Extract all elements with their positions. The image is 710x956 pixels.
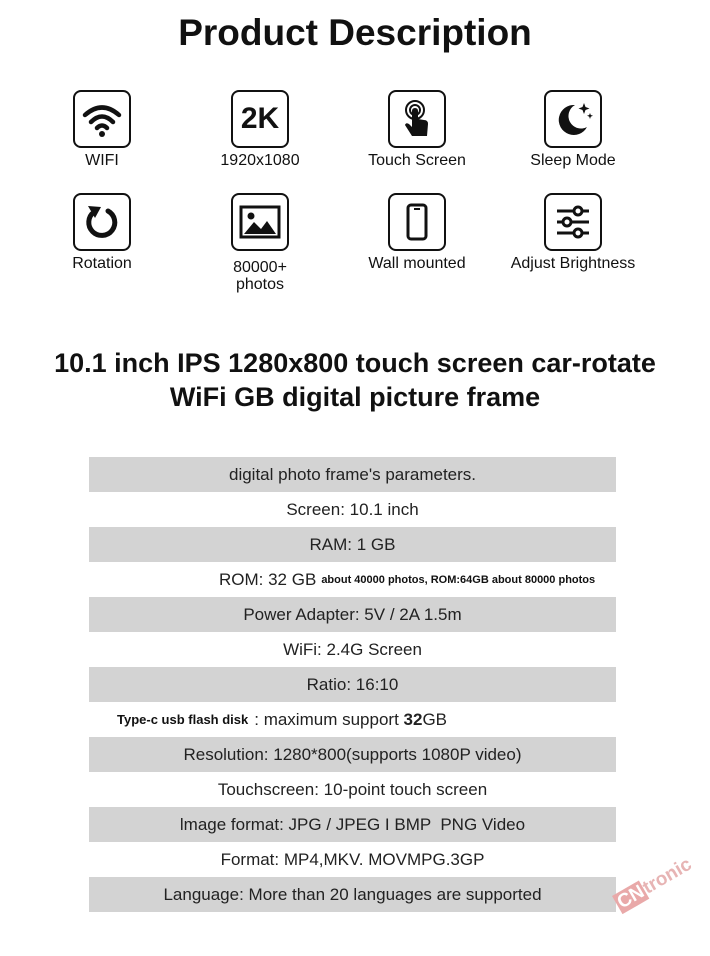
feature-photos xyxy=(190,193,330,293)
feature-sleep-mode xyxy=(503,90,643,169)
feature-label: 80000+ photos xyxy=(233,259,287,293)
feature-touch-screen xyxy=(347,90,487,169)
spec-row-power: Power Adapter: 5V / 2A 1.5m xyxy=(89,597,616,632)
feature-label: Touch Screen xyxy=(368,152,466,169)
moon-icon xyxy=(551,97,595,141)
headline-line-1: 10.1 inch IPS 1280x800 touch screen car-rotate xyxy=(54,348,656,378)
feature-2k xyxy=(190,90,330,169)
spec-row-wifi: WiFi: 2.4G Screen xyxy=(283,639,422,659)
feature-wifi xyxy=(32,90,172,169)
brand-watermark: CNtronic xyxy=(613,853,696,914)
feature-rotation xyxy=(32,193,172,272)
rom-note: about 40000 photos, ROM:64GB about 80000 photos xyxy=(321,573,596,586)
feature-label: 1920x1080 xyxy=(220,152,300,169)
phone-icon xyxy=(395,200,439,244)
2k-icon: 2K xyxy=(240,102,280,135)
feature-label: Adjust Brightness xyxy=(510,255,636,272)
spec-row-screen: Screen: 10.1 inch xyxy=(286,499,419,519)
spec-row-resolution: Resolution: 1280*800(supports 1080P video) xyxy=(89,737,616,772)
feature-label: Wall mounted xyxy=(368,255,466,272)
spec-row-touchscreen: Touchscreen: 10-point touch screen xyxy=(217,779,488,799)
wifi-icon xyxy=(80,97,124,141)
specs-header-row: digital photo frame's parameters. xyxy=(89,457,616,492)
feature-label: Rotation xyxy=(72,255,132,272)
feature-wall-mounted xyxy=(347,193,487,272)
specs-table xyxy=(89,457,616,912)
product-headline xyxy=(0,346,710,414)
spec-row-typec: Type-c usb flash disk : maximum support 32 GB xyxy=(117,709,447,729)
headline-line-2: WiFi GB digital picture frame xyxy=(169,382,541,412)
feature-label: Sleep Mode xyxy=(530,152,616,169)
page-title: Product Description xyxy=(178,12,532,53)
spec-row-format: Format: MP4,MKV. MOVMPG.3GP xyxy=(220,849,485,869)
touch-icon xyxy=(395,97,439,141)
rotation-icon xyxy=(80,200,124,244)
spec-row-image-format: lmage format: JPG / JPEG I BMP PNG Video xyxy=(89,807,616,842)
spec-row-language: Language: More than 20 languages are supported xyxy=(89,877,616,912)
spec-row-ratio: Ratio: 16:10 xyxy=(89,667,616,702)
feature-adjust-brightness xyxy=(503,193,643,272)
feature-label: WIFI xyxy=(85,152,119,169)
sliders-icon xyxy=(551,200,595,244)
typec-label: Type-c usb flash disk xyxy=(117,712,249,727)
photo-icon xyxy=(237,200,283,244)
spec-row-ram: RAM: 1 GB xyxy=(89,527,616,562)
spec-row-rom: ROM: 32 GB about 40000 photos, ROM:64GB about 80000 photos xyxy=(219,569,596,589)
